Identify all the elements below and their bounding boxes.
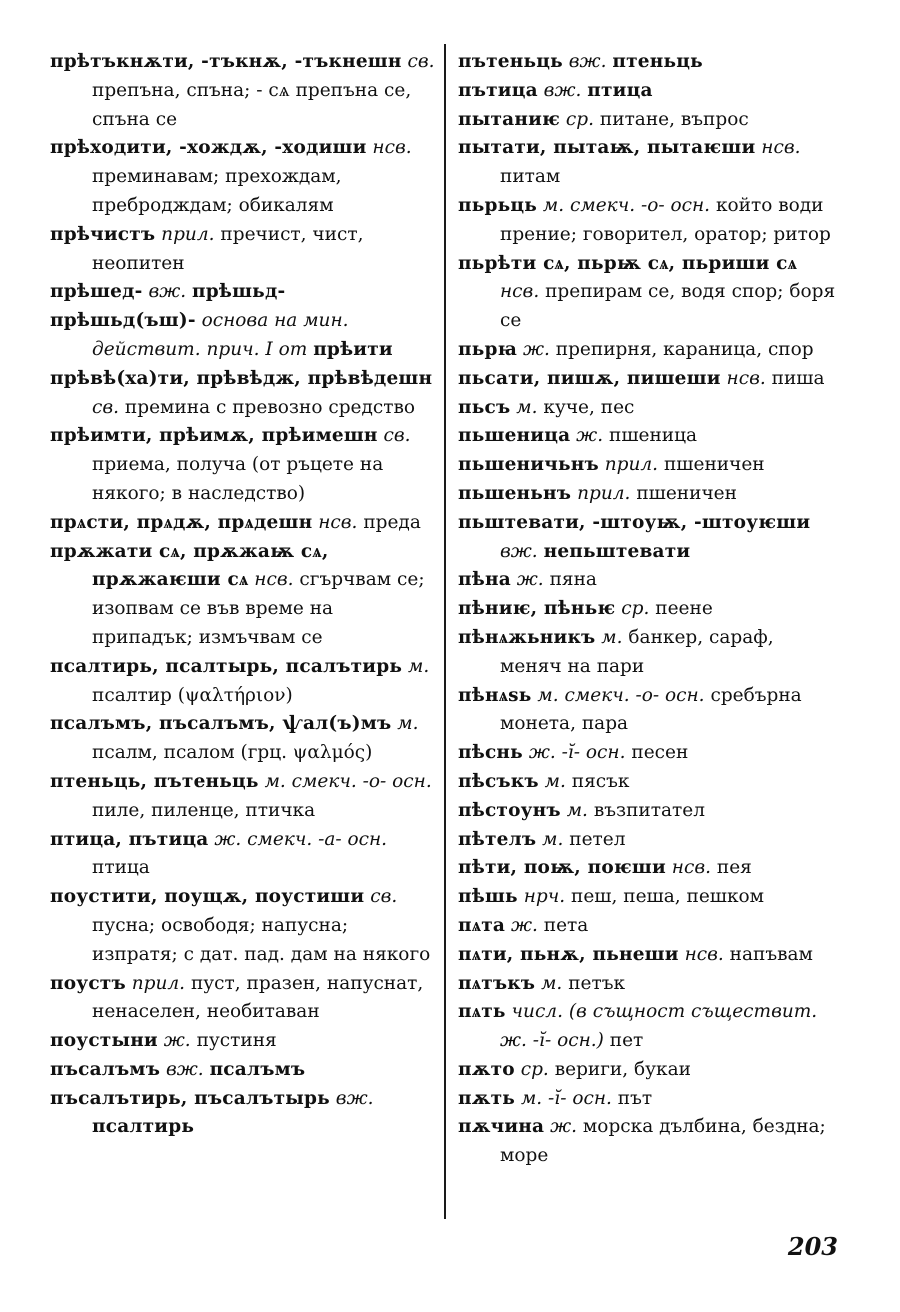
headword: прѣходити, -хождѫ, -ходиши	[50, 137, 367, 159]
grammar-label: ж.	[550, 1116, 578, 1138]
headword: прѣвѣ(ха)ти, прѣвѣдж, прѣвѣдешн	[50, 367, 433, 389]
definition: препъна, спъна; - сѧ препъна се, спъна се	[92, 79, 412, 130]
grammar-label: вж.	[500, 540, 538, 562]
headword: псалъмъ, пъсалъмъ, ѱал(ъ)мъ	[50, 713, 392, 735]
definition: пшеница	[608, 425, 698, 447]
grammar-label: нсв.	[684, 943, 724, 965]
entry	[458, 48, 838, 77]
entry	[458, 1085, 838, 1114]
definition: пуст, празен, напуснат, ненаселен, необитаван	[92, 972, 424, 1023]
headword: пытати, пытаѭ, пытаѥши	[458, 137, 756, 159]
entry	[458, 883, 838, 912]
definition: прѣити	[313, 338, 393, 360]
definition: път	[617, 1087, 653, 1109]
grammar-label: прил.	[131, 972, 186, 994]
definition: пеене	[655, 598, 713, 620]
definition: пиша	[771, 367, 825, 389]
entry	[50, 307, 438, 365]
entry	[458, 682, 838, 740]
grammar-label: м. смекч. -о- осн.	[537, 684, 705, 706]
entry	[458, 970, 838, 999]
definition: премина с превозно средство	[124, 396, 416, 418]
entry	[458, 365, 838, 394]
definition: песен	[631, 742, 689, 764]
grammar-label: м. смекч. -о- осн.	[264, 770, 432, 792]
grammar-label: нсв.	[318, 511, 358, 533]
definition: пясък	[571, 770, 630, 792]
entry	[50, 221, 438, 279]
grammar-label: м.	[397, 713, 419, 735]
definition: морска дълбина, бездна; море	[500, 1116, 826, 1167]
grammar-label: ж.	[516, 569, 544, 591]
entry	[458, 854, 838, 883]
entry	[458, 797, 838, 826]
entry	[458, 192, 838, 250]
grammar-label: числ. (в същност съществит. ж. -ĭ- осн.)	[500, 1001, 818, 1052]
headword: пьрьць	[458, 194, 538, 216]
headword: пъсалъмъ	[50, 1058, 161, 1080]
headword: пѧть	[458, 1001, 506, 1023]
grammar-label: вж.	[165, 1058, 204, 1080]
headword: пѣна	[458, 569, 511, 591]
definition: псалъмъ	[209, 1058, 306, 1080]
entry	[50, 509, 438, 538]
headword: прѣимти, прѣимѫ, прѣимешн	[50, 425, 378, 447]
grammar-label: св.	[370, 886, 398, 908]
definition: пета	[543, 914, 589, 936]
grammar-label: нсв.	[671, 857, 711, 879]
headword: птица, пътица	[50, 828, 209, 850]
definition: пея	[716, 857, 752, 879]
grammar-label: св.	[383, 425, 411, 447]
headword: пѣниѥ, пѣньѥ	[458, 598, 616, 620]
definition: банкер, сараф, меняч на пари	[500, 626, 774, 677]
definition: птица	[587, 79, 653, 101]
definition: петел	[569, 828, 626, 850]
entry	[50, 970, 438, 1028]
definition: пиле, пиленце, птичка	[92, 799, 316, 821]
headword: прѫжати сѧ, прѫжаѭ сѧ, прѫжаѥши сѧ	[50, 540, 329, 591]
grammar-label: ж. смекч. -а- осн.	[214, 828, 388, 850]
entry	[50, 538, 438, 653]
grammar-label: вж.	[148, 281, 187, 303]
grammar-label: нсв.	[726, 367, 766, 389]
headword: прѣтъкнѫти, -тъкнѫ, -тъкнешн	[50, 51, 402, 72]
headword: пьштевати, -штоуѭ, -штоуѥши	[458, 511, 811, 533]
entry	[458, 509, 838, 567]
entry	[458, 336, 838, 365]
entry	[50, 768, 438, 826]
entry	[50, 422, 438, 508]
entry	[458, 394, 838, 423]
left-column	[50, 48, 438, 1142]
grammar-label: ср.	[621, 598, 650, 620]
definition: който води прение; говорител, оратор; ритор	[500, 194, 831, 245]
column-divider	[444, 44, 446, 1219]
grammar-label: вж.	[335, 1087, 374, 1109]
headword: пѧта	[458, 914, 506, 936]
headword: пътеньць	[458, 51, 563, 72]
grammar-label: нрч.	[523, 886, 566, 908]
entry	[458, 998, 838, 1056]
entry	[458, 422, 838, 451]
definition: приема, получа (от ръцете на някого; в наследство)	[92, 454, 384, 504]
grammar-label: ж. -ĭ- осн.	[528, 742, 626, 764]
headword: пьсати, пишѫ, пишеши	[458, 367, 721, 389]
grammar-label: св.	[92, 396, 120, 418]
headword: пѣстоунъ	[458, 799, 561, 821]
entry	[50, 826, 438, 884]
grammar-label: нсв.	[500, 281, 540, 303]
grammar-label: прил.	[161, 223, 215, 245]
headword: пѧти, пьнѫ, пьнеши	[458, 943, 679, 965]
grammar-label: ж.	[510, 914, 538, 936]
headword: пъсалътирь, пъсалътырь	[50, 1087, 330, 1109]
headword: пьшеньнъ	[458, 482, 572, 504]
headword: поустъ	[50, 972, 126, 994]
headword: пьшеница	[458, 425, 571, 447]
grammar-label: св.	[407, 51, 435, 72]
grammar-label: м.	[544, 770, 566, 792]
entry	[50, 883, 438, 969]
definition: препирам се, водя спор; боря се	[500, 281, 836, 332]
definition: пречист, чист, неопитен	[92, 223, 364, 274]
headword: пѣти, поѭ, поѥши	[458, 857, 666, 879]
grammar-label: м.	[516, 396, 538, 418]
headword: прѣшьд(ъш)-	[50, 310, 196, 332]
entry	[50, 134, 438, 220]
entry	[458, 624, 838, 682]
entry	[458, 739, 838, 768]
definition: птеньць	[612, 51, 703, 72]
grammar-label: нсв.	[761, 137, 801, 159]
grammar-label: вж.	[568, 51, 607, 72]
definition: непьштевати	[543, 540, 691, 562]
grammar-label: м.	[408, 655, 430, 677]
definition: прѣшьд-	[192, 281, 286, 303]
grammar-label: прил.	[577, 482, 631, 504]
entry	[50, 1056, 438, 1085]
definition: питам	[500, 166, 561, 188]
definition: питане, въпрос	[599, 108, 749, 130]
grammar-label: нсв.	[372, 137, 412, 159]
entry	[458, 595, 838, 624]
entry	[50, 1027, 438, 1056]
definition: пяна	[549, 569, 597, 591]
entry	[458, 1056, 838, 1085]
headword: пьшеничьнъ	[458, 454, 599, 476]
grammar-label: основа на мин. действит. прич. I от	[92, 310, 349, 360]
definition: вериги, букаи	[554, 1058, 691, 1080]
entry	[50, 1085, 438, 1143]
entry	[50, 365, 438, 423]
definition: преда	[363, 511, 421, 533]
headword: пѫто	[458, 1058, 515, 1080]
entry	[458, 566, 838, 595]
definition: пусна; освободя; напусна; изпратя; с дат. пад. дам на някого	[92, 914, 431, 965]
headword: пѫчина	[458, 1116, 545, 1138]
grammar-label: ср.	[565, 108, 595, 130]
grammar-label: вж.	[543, 79, 582, 101]
definition: преминавам; прехождам, пребродждам; обикалям	[92, 166, 342, 216]
headword: прѣчистъ	[50, 223, 156, 245]
headword: пьсъ	[458, 396, 511, 418]
entry	[50, 653, 438, 711]
grammar-label: м.	[542, 828, 564, 850]
definition: птица	[92, 857, 150, 879]
grammar-label: ж.	[163, 1030, 191, 1052]
entry	[50, 710, 438, 768]
headword: поустыни	[50, 1030, 158, 1052]
entry	[458, 106, 838, 135]
entry	[458, 912, 838, 941]
headword: пѧтъкъ	[458, 972, 536, 994]
grammar-label: ж.	[522, 338, 550, 360]
headword: поустити, поущѫ, поустиши	[50, 886, 365, 908]
definition: сребърна монета, пара	[500, 684, 802, 735]
definition: пшеничен	[636, 482, 737, 504]
grammar-label: м. смекч. -о- осн.	[542, 194, 711, 216]
right-column	[458, 48, 838, 1171]
headword: пѣтелъ	[458, 828, 537, 850]
grammar-label: ж.	[576, 425, 604, 447]
entry	[458, 826, 838, 855]
grammar-label: м.	[601, 626, 623, 648]
definition: пеш, пеша, пешком	[571, 886, 765, 908]
headword: пытаниѥ	[458, 108, 561, 130]
headword: пьрѣти сѧ, пьрѭ сѧ, пьриши сѧ	[458, 252, 798, 274]
headword: псалтирь, псалтырь, псалътирь	[50, 655, 403, 677]
grammar-label: м. -ĭ- осн.	[520, 1087, 612, 1109]
definition: куче, пес	[543, 396, 635, 418]
entry	[458, 941, 838, 970]
headword: прѣшед-	[50, 281, 143, 303]
definition: петък	[568, 972, 626, 994]
grammar-label: м.	[541, 972, 563, 994]
definition: псалтир (ψαλτήριον)	[92, 684, 293, 706]
grammar-label: ср.	[520, 1058, 549, 1080]
headword: птеньць, пътеньць	[50, 770, 259, 792]
headword: пѣсъкъ	[458, 770, 539, 792]
entry	[458, 768, 838, 797]
entry	[458, 480, 838, 509]
headword: пѫть	[458, 1087, 516, 1109]
headword: пѣснь	[458, 742, 523, 764]
definition: псалтирь	[92, 1116, 195, 1138]
definition: пет	[609, 1030, 644, 1052]
headword: пѣнѧжьникъ	[458, 626, 596, 648]
headword: пѣшь	[458, 886, 518, 908]
entry	[458, 77, 838, 106]
definition: сгърчвам се; изопвам се във време на припадък; измъчвам се	[92, 569, 425, 648]
headword: пьрꙗ	[458, 338, 518, 360]
definition: препирня, караница, спор	[555, 338, 814, 360]
entry	[50, 48, 438, 134]
entry	[50, 278, 438, 307]
grammar-label: м.	[566, 799, 588, 821]
definition: напъвам	[729, 943, 813, 965]
headword: пѣнѧѕь	[458, 684, 532, 706]
definition: пустиня	[196, 1030, 277, 1052]
grammar-label: прил.	[604, 454, 659, 476]
grammar-label: нсв.	[254, 569, 294, 591]
entry	[458, 134, 838, 192]
entry	[458, 250, 838, 336]
definition: пшеничен	[663, 454, 765, 476]
headword: прѧсти, прѧдѫ, прѧдешн	[50, 511, 313, 533]
page-number: 203	[787, 1232, 838, 1261]
definition: възпитател	[593, 799, 705, 821]
headword: пътица	[458, 79, 538, 101]
definition: псалм, псалом (грц. ψαλμός)	[92, 742, 373, 764]
entry	[458, 1113, 838, 1171]
entry	[458, 451, 838, 480]
